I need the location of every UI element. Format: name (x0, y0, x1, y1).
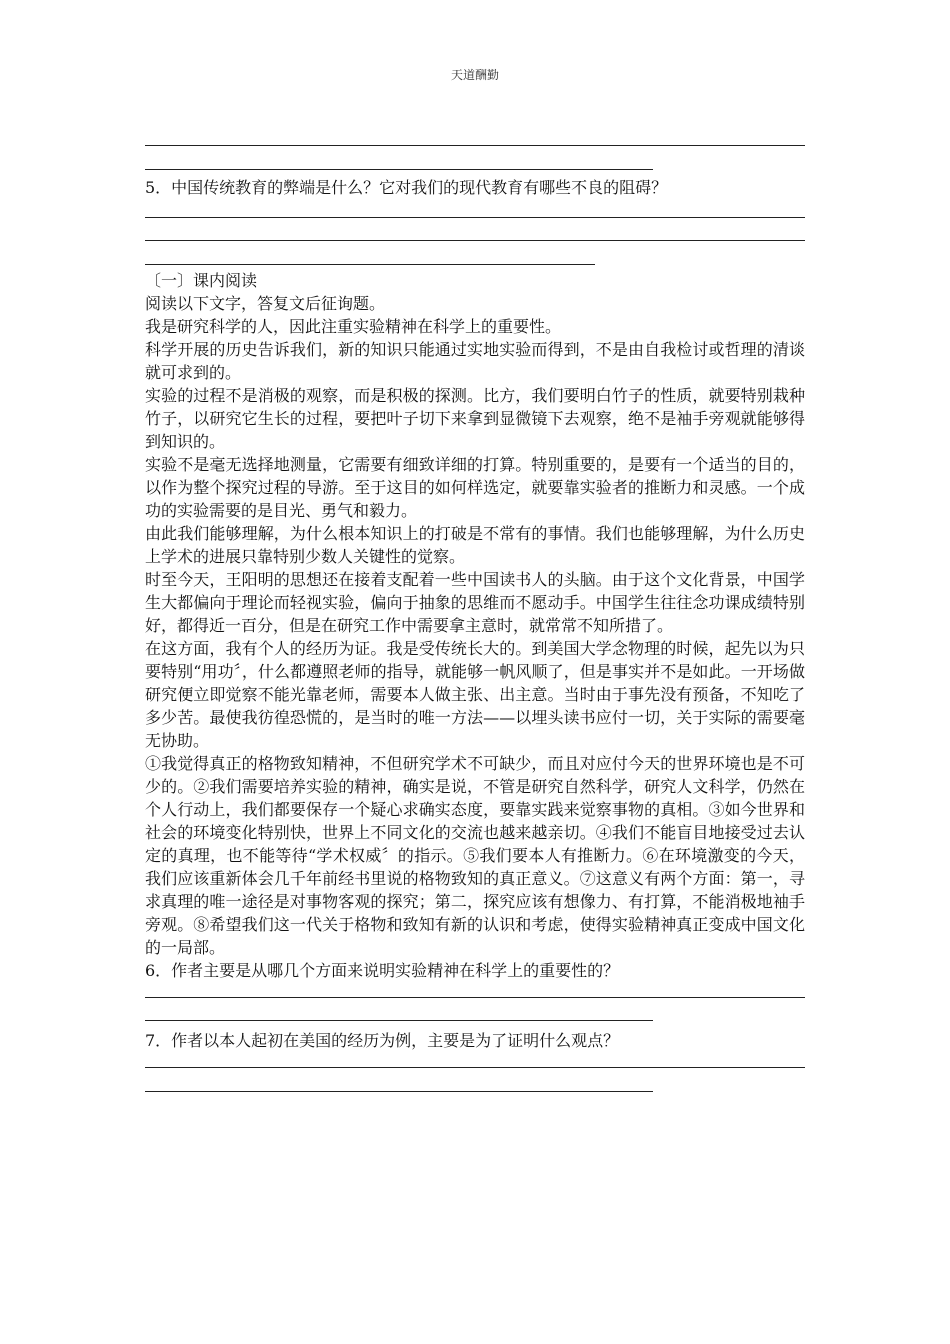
answer-line (145, 264, 595, 265)
passage-paragraph-7: 在这方面，我有个人的经历为证。我是受传统长大的。到美国大学念物理的时候，起先以为只要特别“用功〞，什么都遵照老师的指导，就能够一帆风顺了，但是事实并不是如此。一开场做研究便立即觉察不能光靠老师，需要本人做主张、出主意。当时由于事先没有预备，不知吃了多少苦。最使我彷徨恐慌的，是当时的唯一方法——以埋头读书应付一切，关于实际的需要毫无协助。 (145, 639, 805, 750)
answer-lines-q7 (145, 1067, 805, 1092)
answer-lines-prev (145, 145, 805, 170)
section-title: 〔一〕课内阅读 (145, 271, 258, 290)
question-6: 6．作者主要是从哪几个方面来说明实验精神在科学上的重要性的？ (145, 961, 620, 980)
answer-line (145, 217, 805, 218)
passage-paragraph-3: 实验的过程不是消极的观察，而是积极的探测。比方，我们要明白竹子的性质，就要特别栽种竹子，以研究它生长的过程，要把叶子切下来拿到显微镜下去观察，绝不是袖手旁观就能够得到知识的。 (145, 386, 805, 451)
page-header: 天道酬勤 (450, 68, 499, 82)
question-7: 7．作者以本人起初在美国的经历为例，主要是为了证明什么观点？ (145, 1031, 620, 1050)
answer-lines-q6 (145, 997, 805, 1021)
answer-line (145, 1091, 653, 1092)
passage-paragraph-2: 科学开展的历史告诉我们，新的知识只能通过实地实验而得到，不是由自我检讨或哲理的清谈就可求到的。 (145, 340, 805, 382)
answer-line (145, 240, 805, 241)
answer-line (145, 1067, 805, 1068)
answer-line (145, 145, 805, 146)
passage-paragraph-8: ①我觉得真正的格物致知精神，不但研究学术不可缺少，而且对应付今天的世界环境也是不可少的。②我们需要培养实验的精神，确实是说，不管是研究自然科学，研究人文科学，仍然在个人行动上，我们都要保存一个疑心求确实态度，要靠实践来觉察事物的真相。③如今世界和社会的环境变化特别快，世界上不同文化的交流也越来越亲切。④我们不能盲目地接受过去认定的真理，也不能等待“学术权威〞的指示。⑤我们要本人有推断力。⑥在环境激变的今天，我们应该重新体会几千年前经书里说的格物致知的真正意义。⑦这意义有两个方面：第一，寻求真理的唯一途径是对事物客观的探究；第二，探究应该有想像力、有打算，不能消极地袖手旁观。⑧希望我们这一代关于格物和致知有新的认识和考虑，使得实验精神真正变成中国文化的一局部。 (145, 754, 805, 957)
answer-lines-q5 (145, 217, 805, 265)
question-5: 5．中国传统教育的弊端是什么？它对我们的现代教育有哪些不良的阻碍？ (145, 178, 668, 197)
answer-line (145, 1020, 653, 1021)
passage-paragraph-4: 实验不是毫无选择地测量，它需要有细致详细的打算。特别重要的，是要有一个适当的目的，以作为整个探究过程的导游。至于这目的如何样选定，就要靠实验者的推断力和灵感。一个成功的实验需要的是目光、勇气和毅力。 (145, 455, 805, 520)
answer-line (145, 997, 805, 998)
reading-section (145, 269, 805, 959)
passage-paragraph-1: 我是研究科学的人，因此注重实验精神在科学上的重要性。 (145, 317, 562, 336)
document-body (145, 130, 805, 1092)
section-instruction: 阅读以下文字，答复文后征询题。 (145, 294, 386, 313)
answer-line (145, 169, 653, 170)
passage-paragraph-6: 时至今天，王阳明的思想还在接着支配着一些中国读书人的头脑。由于这个文化背景，中国学生大都偏向于理论而轻视实验，偏向于抽象的思维而不愿动手。中国学生往往念功课成绩特别好，都得近一百分，但是在研究工作中需要拿主意时，就常常不知所措了。 (145, 570, 805, 635)
passage-paragraph-5: 由此我们能够理解，为什么根本知识上的打破是不常有的事情。我们也能够理解，为什么历史上学术的进展只靠特别少数人关键性的觉察。 (145, 524, 805, 566)
